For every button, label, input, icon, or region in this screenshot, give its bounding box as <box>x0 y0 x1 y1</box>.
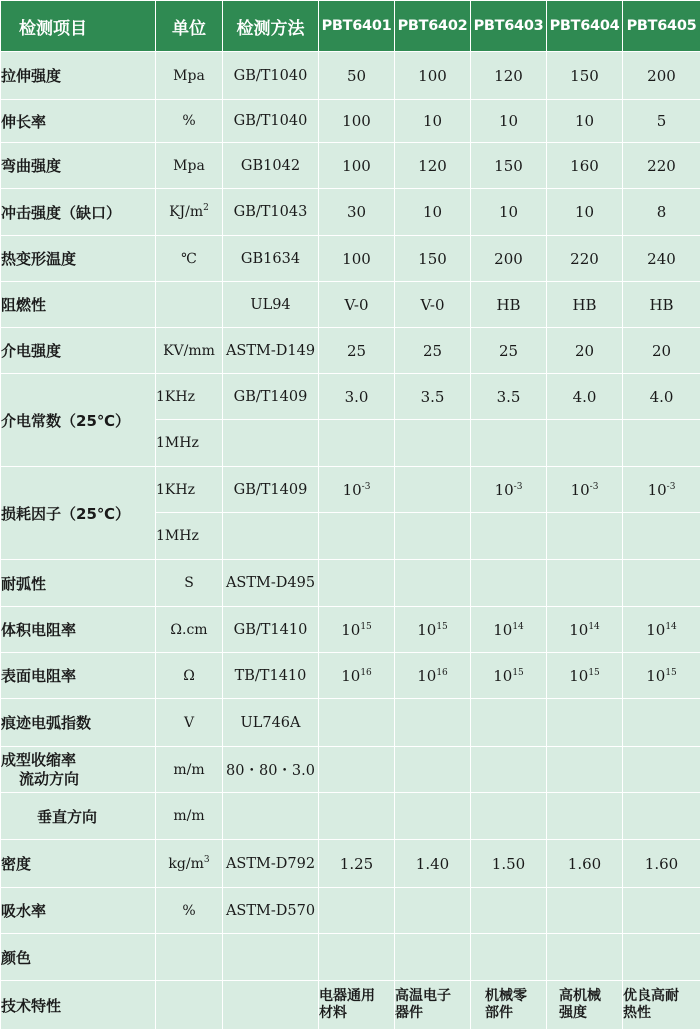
unit-cell: ℃ <box>156 236 223 282</box>
header-row <box>1 1 700 52</box>
value-cell: 3.5 <box>471 374 547 420</box>
value-cell <box>319 699 395 747</box>
value-base: 10 <box>646 667 665 685</box>
row-label: 吸水率 <box>1 888 156 934</box>
frequency-cell: 1KHz <box>156 374 223 420</box>
value-cell: V-0 <box>395 282 471 328</box>
unit-cell: % <box>156 100 223 143</box>
value-cell <box>547 420 623 467</box>
value-exponent: 15 <box>665 668 676 678</box>
method-cell: GB/T1040 <box>223 100 319 143</box>
value-cell: 1.25 <box>319 840 395 888</box>
method-cell: GB/T1043 <box>223 189 319 236</box>
value-exponent: -3 <box>667 482 676 492</box>
value-cell: 30 <box>319 189 395 236</box>
value-cell <box>395 793 471 840</box>
row-shrinkage-flow <box>1 747 700 793</box>
value-cell <box>471 793 547 840</box>
row-label: 介电强度 <box>1 328 156 374</box>
value-cell <box>395 699 471 747</box>
method-cell: GB1042 <box>223 143 319 189</box>
value-base: 10 <box>493 621 512 639</box>
value-cell <box>319 934 395 981</box>
method-cell: GB1634 <box>223 236 319 282</box>
header-grade-4: PBT6404 <box>547 1 623 52</box>
value-cell: 200 <box>471 236 547 282</box>
method-cell: GB/T1409 <box>223 467 319 513</box>
header-unit: 单位 <box>156 1 223 52</box>
row-label: 痕迹电弧指数 <box>1 699 156 747</box>
value-cell: 220 <box>547 236 623 282</box>
value-cell <box>623 699 700 747</box>
row-flexural <box>1 143 700 189</box>
value-base: 10 <box>495 481 514 499</box>
value-cell <box>547 560 623 607</box>
method-cell <box>223 934 319 981</box>
method-cell: UL746A <box>223 699 319 747</box>
value-cell: 3.5 <box>395 374 471 420</box>
feature-cell <box>623 981 700 1030</box>
value-cell: 20 <box>623 328 700 374</box>
value-base: 10 <box>343 481 362 499</box>
unit-cell: Ω.cm <box>156 607 223 653</box>
row-label: 弯曲强度 <box>1 143 156 189</box>
value-cell <box>395 653 471 699</box>
value-cell: 10 <box>395 100 471 143</box>
frequency-cell: 1MHz <box>156 420 223 467</box>
feature-cell <box>395 981 471 1030</box>
value-cell <box>395 747 471 793</box>
value-cell: HB <box>547 282 623 328</box>
row-label: 介电常数（25℃） <box>1 374 156 467</box>
feature-line: 强度 <box>559 1005 622 1022</box>
value-cell <box>623 747 700 793</box>
row-impact <box>1 189 700 236</box>
unit-cell: Ω <box>156 653 223 699</box>
unit-base: KJ/m <box>169 204 203 220</box>
value-exponent: 16 <box>436 668 447 678</box>
unit-cell <box>156 981 223 1030</box>
method-cell: UL94 <box>223 282 319 328</box>
value-cell <box>471 888 547 934</box>
method-cell: ASTM-D792 <box>223 840 319 888</box>
value-base: 10 <box>569 667 588 685</box>
feature-line: 优良高耐 <box>623 988 700 1005</box>
value-cell: 150 <box>471 143 547 189</box>
value-cell <box>547 607 623 653</box>
value-cell <box>319 653 395 699</box>
row-label: 阻燃性 <box>1 282 156 328</box>
row-color <box>1 934 700 981</box>
unit-exponent: 3 <box>204 855 210 865</box>
row-label: 热变形温度 <box>1 236 156 282</box>
value-cell: 10 <box>547 100 623 143</box>
value-cell: 25 <box>319 328 395 374</box>
row-label: 技术特性 <box>1 981 156 1030</box>
header-item: 检测项目 <box>1 1 156 52</box>
value-cell: 1.50 <box>471 840 547 888</box>
value-cell <box>471 934 547 981</box>
value-exponent: 15 <box>512 668 523 678</box>
feature-line: 热性 <box>623 1005 700 1022</box>
header-method: 检测方法 <box>223 1 319 52</box>
row-density <box>1 840 700 888</box>
row-features <box>1 981 700 1030</box>
value-cell <box>395 420 471 467</box>
value-cell <box>547 793 623 840</box>
value-cell: 1.60 <box>623 840 700 888</box>
method-cell: 80・80・3.0 <box>223 747 319 793</box>
value-cell <box>395 467 471 513</box>
value-exponent: 15 <box>436 622 447 632</box>
unit-cell: % <box>156 888 223 934</box>
value-cell <box>623 420 700 467</box>
row-label: 颜色 <box>1 934 156 981</box>
value-base: 10 <box>646 621 665 639</box>
value-base: 10 <box>341 667 360 685</box>
feature-line: 器件 <box>395 1005 470 1022</box>
frequency-cell: 1MHz <box>156 513 223 560</box>
value-cell: 100 <box>319 236 395 282</box>
value-cell <box>471 467 547 513</box>
feature-cell <box>471 981 547 1030</box>
value-cell: 100 <box>395 52 471 100</box>
value-cell <box>395 607 471 653</box>
value-cell: HB <box>471 282 547 328</box>
header-grade-2: PBT6402 <box>395 1 471 52</box>
row-arc <box>1 560 700 607</box>
row-tensile <box>1 52 700 100</box>
unit-cell <box>156 840 223 888</box>
value-cell <box>623 467 700 513</box>
method-cell <box>223 513 319 560</box>
unit-cell <box>156 282 223 328</box>
method-cell <box>223 420 319 467</box>
value-cell: 20 <box>547 328 623 374</box>
row-label: 垂直方向 <box>1 793 156 840</box>
row-label <box>1 747 156 793</box>
value-cell <box>547 653 623 699</box>
header-grade-1: PBT6401 <box>319 1 395 52</box>
value-cell: 200 <box>623 52 700 100</box>
value-cell <box>471 560 547 607</box>
value-cell <box>395 888 471 934</box>
value-cell: 10 <box>547 189 623 236</box>
value-cell: 3.0 <box>319 374 395 420</box>
unit-exponent: 2 <box>203 203 209 213</box>
value-cell <box>319 793 395 840</box>
row-shrinkage-vertical <box>1 793 700 840</box>
value-cell <box>471 513 547 560</box>
row-flame <box>1 282 700 328</box>
row-dielectric-strength <box>1 328 700 374</box>
value-exponent: 16 <box>360 668 371 678</box>
method-cell: ASTM-D149 <box>223 328 319 374</box>
value-exponent: 14 <box>512 622 523 632</box>
unit-base: kg/m <box>168 856 203 872</box>
row-elongation <box>1 100 700 143</box>
value-cell: 160 <box>547 143 623 189</box>
row-loss-factor <box>1 467 700 513</box>
value-cell <box>395 934 471 981</box>
method-cell <box>223 981 319 1030</box>
value-cell: 220 <box>623 143 700 189</box>
value-cell <box>547 467 623 513</box>
value-cell <box>623 607 700 653</box>
value-cell <box>319 467 395 513</box>
value-cell: 100 <box>319 143 395 189</box>
value-base: 10 <box>648 481 667 499</box>
value-exponent: -3 <box>590 482 599 492</box>
unit-cell: KV/mm <box>156 328 223 374</box>
row-hdt <box>1 236 700 282</box>
value-cell <box>395 560 471 607</box>
feature-cell <box>319 981 395 1030</box>
value-cell <box>319 607 395 653</box>
value-cell <box>547 699 623 747</box>
method-cell: ASTM-D570 <box>223 888 319 934</box>
feature-line: 机械零 <box>485 988 546 1005</box>
frequency-cell: 1KHz <box>156 467 223 513</box>
value-cell: 8 <box>623 189 700 236</box>
row-volume-resistivity <box>1 607 700 653</box>
feature-line: 高机械 <box>559 988 622 1005</box>
feature-line: 高温电子 <box>395 988 470 1005</box>
unit-cell: Mpa <box>156 52 223 100</box>
row-tracking <box>1 699 700 747</box>
row-label-line: 成型收缩率 <box>1 751 155 770</box>
unit-cell <box>156 934 223 981</box>
unit-cell: m/m <box>156 793 223 840</box>
value-cell: 10 <box>395 189 471 236</box>
value-cell: 150 <box>547 52 623 100</box>
value-cell: 1.60 <box>547 840 623 888</box>
feature-cell <box>547 981 623 1030</box>
value-cell <box>623 793 700 840</box>
row-label-line: 流动方向 <box>1 770 155 789</box>
value-cell <box>547 888 623 934</box>
row-label: 伸长率 <box>1 100 156 143</box>
row-dielectric-constant <box>1 374 700 420</box>
value-cell <box>471 607 547 653</box>
value-cell <box>623 653 700 699</box>
value-cell: 50 <box>319 52 395 100</box>
row-surface-resistivity <box>1 653 700 699</box>
value-cell <box>471 699 547 747</box>
value-cell: 10 <box>471 100 547 143</box>
value-cell <box>623 888 700 934</box>
row-label: 拉伸强度 <box>1 52 156 100</box>
value-cell <box>623 934 700 981</box>
value-exponent: -3 <box>362 482 371 492</box>
value-cell <box>319 513 395 560</box>
value-exponent: 15 <box>360 622 371 632</box>
value-cell <box>623 513 700 560</box>
method-cell: GB/T1410 <box>223 607 319 653</box>
value-cell <box>547 513 623 560</box>
value-cell: 5 <box>623 100 700 143</box>
row-label: 表面电阻率 <box>1 653 156 699</box>
value-base: 10 <box>341 621 360 639</box>
row-label: 冲击强度（缺口） <box>1 189 156 236</box>
value-exponent: 14 <box>588 622 599 632</box>
row-label: 损耗因子（25℃） <box>1 467 156 560</box>
row-water-absorption <box>1 888 700 934</box>
value-base: 10 <box>569 621 588 639</box>
value-cell <box>319 420 395 467</box>
value-cell: 10 <box>471 189 547 236</box>
value-cell: 25 <box>395 328 471 374</box>
value-base: 10 <box>571 481 590 499</box>
value-cell <box>471 747 547 793</box>
value-exponent: 14 <box>665 622 676 632</box>
value-cell: 120 <box>395 143 471 189</box>
value-cell: 240 <box>623 236 700 282</box>
value-cell <box>319 560 395 607</box>
method-cell: GB/T1040 <box>223 52 319 100</box>
value-cell: V-0 <box>319 282 395 328</box>
value-cell <box>471 420 547 467</box>
method-cell: ASTM-D495 <box>223 560 319 607</box>
value-base: 10 <box>417 667 436 685</box>
value-cell: HB <box>623 282 700 328</box>
feature-line: 材料 <box>319 1005 394 1022</box>
value-base: 10 <box>493 667 512 685</box>
value-cell <box>623 560 700 607</box>
header-grade-5: PBT6405 <box>623 1 700 52</box>
method-cell: GB/T1409 <box>223 374 319 420</box>
value-cell <box>319 888 395 934</box>
value-cell <box>395 513 471 560</box>
value-cell: 4.0 <box>623 374 700 420</box>
value-cell <box>319 747 395 793</box>
value-cell: 120 <box>471 52 547 100</box>
unit-cell: m/m <box>156 747 223 793</box>
method-cell <box>223 793 319 840</box>
value-exponent: 15 <box>588 668 599 678</box>
value-cell <box>471 653 547 699</box>
value-exponent: -3 <box>514 482 523 492</box>
feature-line: 电器通用 <box>319 988 394 1005</box>
value-cell <box>547 934 623 981</box>
value-base: 10 <box>417 621 436 639</box>
unit-cell: V <box>156 699 223 747</box>
unit-cell <box>156 189 223 236</box>
header-grade-3: PBT6403 <box>471 1 547 52</box>
value-cell: 25 <box>471 328 547 374</box>
row-label: 耐弧性 <box>1 560 156 607</box>
unit-cell: Mpa <box>156 143 223 189</box>
row-label: 体积电阻率 <box>1 607 156 653</box>
row-label: 密度 <box>1 840 156 888</box>
value-cell: 4.0 <box>547 374 623 420</box>
method-cell: TB/T1410 <box>223 653 319 699</box>
feature-line: 部件 <box>485 1005 546 1022</box>
value-cell: 150 <box>395 236 471 282</box>
value-cell <box>547 747 623 793</box>
value-cell: 100 <box>319 100 395 143</box>
value-cell: 1.40 <box>395 840 471 888</box>
unit-cell: S <box>156 560 223 607</box>
